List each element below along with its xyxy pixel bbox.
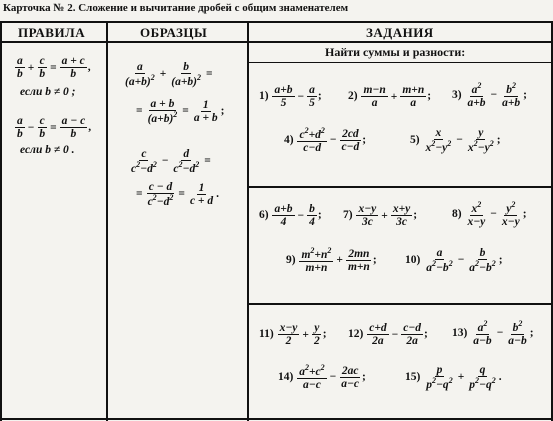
task-11: 11) $\frac{x-y}{2}$ + $\frac{y}{2}$ ; xyxy=(259,322,327,348)
card-table xyxy=(0,21,553,421)
header-examples: ОБРАЗЦЫ xyxy=(140,25,208,40)
tasks-subtitle: Найти суммы и разности: xyxy=(325,45,466,59)
task-12: 12) $\frac{c+d}{2a}$ − $\frac{c-d}{2a}$ ; xyxy=(348,322,428,348)
card-title: Карточка № 2. Сложение и вычитание дробей с общим знаменателем xyxy=(3,2,349,14)
task-10: 10) $\frac{a}{a^2-b^2}$ − $\frac{b}{a^2-b^2}$ ; xyxy=(405,247,503,274)
rule-addition-condition: если b ≠ 0 ; xyxy=(20,86,76,98)
task-6: 6) $\frac{a+b}{4}$ − $\frac{b}{4}$ ; xyxy=(259,203,322,229)
task-8: 8) $\frac{x^2}{x-y}$ − $\frac{y^2}{x-y}$ ; xyxy=(452,200,527,228)
task-3: 3) $\frac{a^2}{a+b}$ − $\frac{b^2}{a+b}$ ; xyxy=(452,81,527,109)
task-15: 15) $\frac{p}{p^2-q^2}$ + $\frac{q}{p^2-q^2}$ . xyxy=(405,364,502,391)
task-2: 2) $\frac{m-n}{a}$ + $\frac{m+n}{a}$ ; xyxy=(348,84,432,110)
task-14: 14) $\frac{a^2+c^2}{a-c}$ − $\frac{2ac}{a-c}$ ; xyxy=(278,363,366,391)
task-9: 9) $\frac{m^2+n^2}{m+n}$ + $\frac{2mn}{m+n}$ ; xyxy=(286,246,377,274)
example-2-line2: = $\frac{c - d}{c^2-d^2}$ = $\frac{1}{c + d}$ . xyxy=(136,181,219,208)
task-13: 13) $\frac{a^2}{a-b}$ − $\frac{b^2}{a-b}$ ; xyxy=(452,319,534,347)
header-tasks: ЗАДАНИЯ xyxy=(366,25,434,40)
header-rules: ПРАВИЛА xyxy=(18,25,86,40)
task-4: 4) $\frac{c^2+d^2}{c-d}$ − $\frac{2cd}{c-d}$ ; xyxy=(284,126,367,154)
task-1: 1) $\frac{a+b}{5}$ − $\frac{a}{5}$ ; xyxy=(259,84,322,110)
task-5: 5) $\frac{x}{x^2-y^2}$ − $\frac{y}{x^2-y^2}$ ; xyxy=(410,127,501,154)
rule-subtraction-condition: если b ≠ 0 . xyxy=(20,144,75,156)
example-2-line1: $\frac{c}{c^2-d^2}$ − $\frac{d}{c^2-d^2}$ = xyxy=(131,148,211,175)
example-1-line1: $\frac{a}{(a+b)^2}$ + $\frac{b}{(a+b)^2}$ = xyxy=(125,61,213,88)
task-7: 7) $\frac{x-y}{3c}$ + $\frac{x+y}{3c}$ ; xyxy=(343,203,418,229)
rule-subtraction: $\frac{a}{b}$ − $\frac{c}{b}$ = $\frac{a - c}{b}$ , xyxy=(17,115,92,141)
example-1-line2: = $\frac{a + b}{(a+b)^2}$ = $\frac{1}{a + b}$ ; xyxy=(136,98,225,125)
rule-addition: $\frac{a}{b}$ + $\frac{c}{b}$ = $\frac{a + c}{b}$ , xyxy=(17,55,91,81)
